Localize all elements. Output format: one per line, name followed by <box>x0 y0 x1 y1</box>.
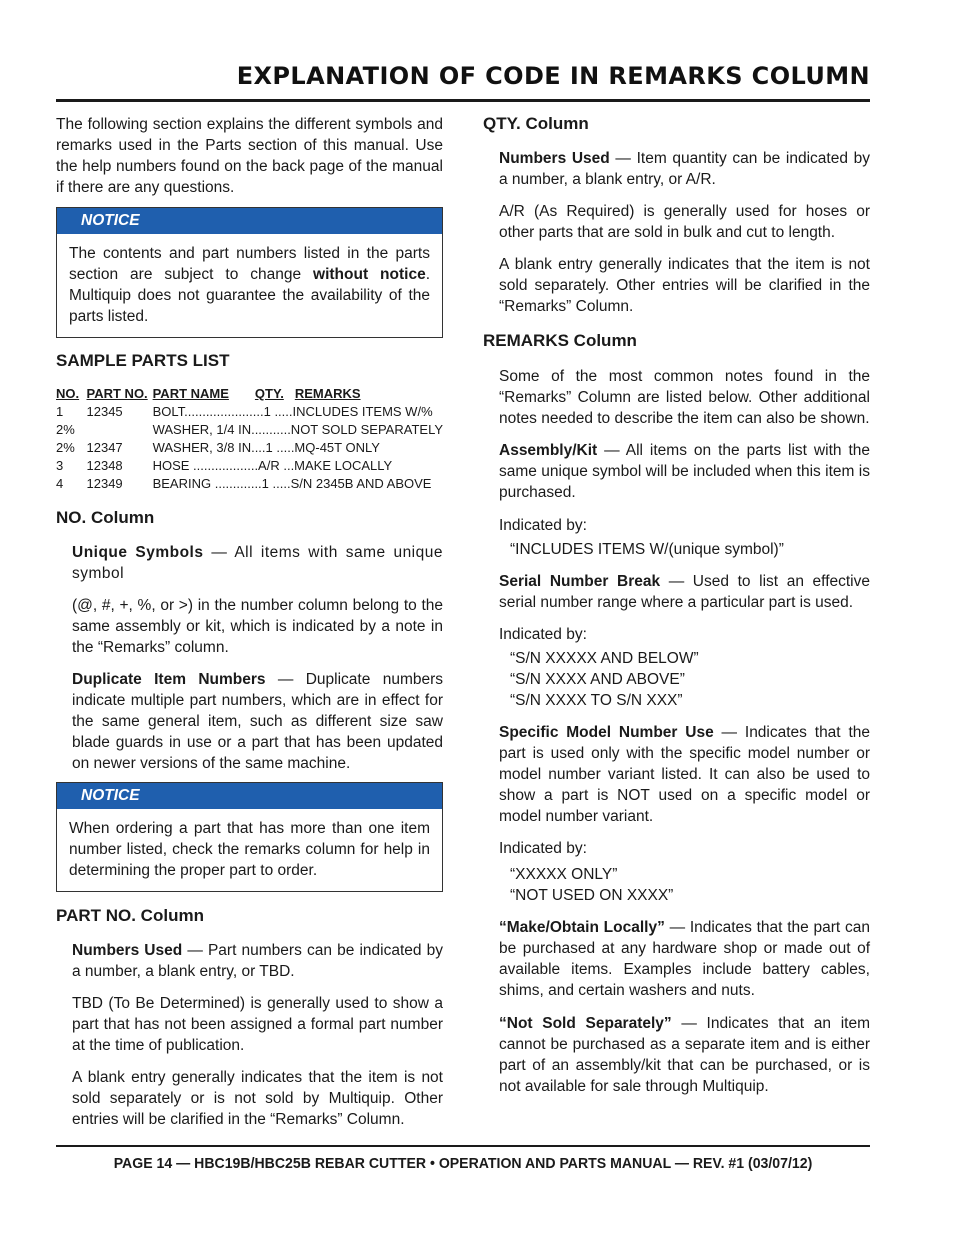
no-column-heading: NO. Column <box>56 508 155 527</box>
tbd-paragraph: TBD (To Be Determined) is generally used to show a part that has not been assigned a formal part number at the time of publication. <box>72 995 443 1054</box>
model-example: “NOT USED ON XXXX” <box>510 887 674 904</box>
symbols-paragraph: (@, #, +, %, or >) in the number column belong to the same assembly or kit, which is indicated by a note in the “Remarks” column. <box>72 597 443 656</box>
intro-paragraph: The following section explains the different symbols and remarks used in the Parts section of this manual. Use the help numbers found on the back page of the manual if there are any questions. <box>56 116 443 196</box>
table-row: 3 12348 HOSE ..................A/R ...MAKE LOCALLY <box>56 457 393 473</box>
part-no-column-heading: PART NO. Column <box>56 906 204 925</box>
notice-text: When ordering a part that has more than one item number listed, check the remarks column for help in determining the proper part to order. <box>69 820 430 879</box>
table-header-row <box>56 384 443 402</box>
header-rule <box>56 99 870 102</box>
col-header-name-qty-remarks: PART NAME QTY. REMARKS <box>152 385 361 401</box>
assembly-kit-paragraph: Assembly/Kit — All items on the parts list with the same unique symbol will be included when this item is purchased. <box>499 442 870 501</box>
table-row: 2% 12347 WASHER, 3/8 IN....1 .....MQ-45T ONLY <box>56 439 380 455</box>
indicated-by-label: Indicated by: <box>499 626 587 643</box>
make-locally-paragraph: “Make/Obtain Locally” — Indicates that the part can be purchased at any hardware shop or made out of available items. Examples include battery cables, shims, and certain washers and nuts. <box>499 919 870 999</box>
remarks-intro-paragraph: Some of the most common notes found in the “Remarks” Column are listed below. Other additional notes needed to describe the item can also be shown. <box>499 368 870 427</box>
page-footer: PAGE 14 — HBC19B/HBC25B REBAR CUTTER • OPERATION AND PARTS MANUAL — REV. #1 (03/07/12) <box>113 1155 813 1172</box>
qty-blank-paragraph: A blank entry generally indicates that the item is not sold separately. Other entries will be clarified in the “Remarks” Column. <box>499 256 870 315</box>
not-sold-separately-paragraph: “Not Sold Separately” — Indicates that an item cannot be purchased as a separate item and is either part of an assembly/kit that can be purchased, or is not available for sale through Multiquip. <box>499 1015 870 1095</box>
indicated-by-label: Indicated by: <box>499 840 587 857</box>
notice-box-2 <box>56 782 443 892</box>
serial-example: “S/N XXXX TO S/N XXX” <box>510 692 683 709</box>
sample-parts-table <box>56 384 443 492</box>
model-number-paragraph: Specific Model Number Use — Indicates that the part is used only with the specific model number or model number variant listed. It can also be used to show a part is NOT used on a specific model or model number variant. <box>499 724 870 825</box>
table-row: 4 12349 BEARING .............1 .....S/N 2345B AND ABOVE <box>56 475 432 491</box>
left-column <box>56 114 443 1130</box>
page-title: EXPLANATION OF CODE IN REMARKS COLUMN <box>236 62 870 90</box>
right-column <box>483 114 870 1097</box>
footer-rule <box>56 1145 870 1147</box>
notice-box-1 <box>56 207 443 338</box>
remarks-column-heading: REMARKS Column <box>483 331 637 350</box>
col-header-no: NO. <box>56 385 80 401</box>
serial-break-paragraph: Serial Number Break — Used to list an effective serial number range where a particular part is used. <box>499 573 870 611</box>
indicated-by-label: Indicated by: <box>499 517 587 534</box>
serial-example: “S/N XXXX AND ABOVE” <box>510 671 685 688</box>
col-header-partno: PART NO. <box>86 385 148 401</box>
part-numbers-used-paragraph: Numbers Used — Part numbers can be indicated by a number, a blank entry, or TBD. <box>72 942 443 980</box>
qty-numbers-used-paragraph: Numbers Used — Item quantity can be indicated by a number, a blank entry, or A/R. <box>499 150 870 188</box>
serial-example: “S/N XXXXX AND BELOW” <box>510 650 699 667</box>
notice-label: NOTICE <box>57 783 442 809</box>
notice-text: The contents and part numbers listed in the parts section are subject to change without notice. Multiquip does not guarantee the availability of the parts listed. <box>69 245 431 325</box>
kit-example: “INCLUDES ITEMS W/(unique symbol)” <box>510 541 784 558</box>
ar-paragraph: A/R (As Required) is generally used for hoses or other parts that are sold in bulk and cut to length. <box>499 203 870 241</box>
notice-label: NOTICE <box>57 208 442 234</box>
blank-entry-paragraph: A blank entry generally indicates that the item is not sold separately or is not sold by Multiquip. Other entries will be clarified in the “Remarks” Column. <box>72 1069 443 1128</box>
table-row: 2% WASHER, 1/4 IN...........NOT SOLD SEPARATELY <box>56 421 443 437</box>
sample-parts-heading: SAMPLE PARTS LIST <box>56 351 230 370</box>
model-example: “XXXXX ONLY” <box>510 866 618 883</box>
duplicate-numbers-paragraph: Duplicate Item Numbers — Duplicate numbers indicate multiple part numbers, which are in effect for the same general item, such as different size saw blade guards in use or a part that has been updated on newer versions of the same machine. <box>72 671 444 772</box>
qty-column-heading: QTY. Column <box>483 114 589 133</box>
table-row: 1 12345 BOLT......................1 .....INCLUDES ITEMS W/% <box>56 403 433 419</box>
unique-symbols-paragraph: Unique Symbols — All items with same unique symbol <box>72 544 443 582</box>
